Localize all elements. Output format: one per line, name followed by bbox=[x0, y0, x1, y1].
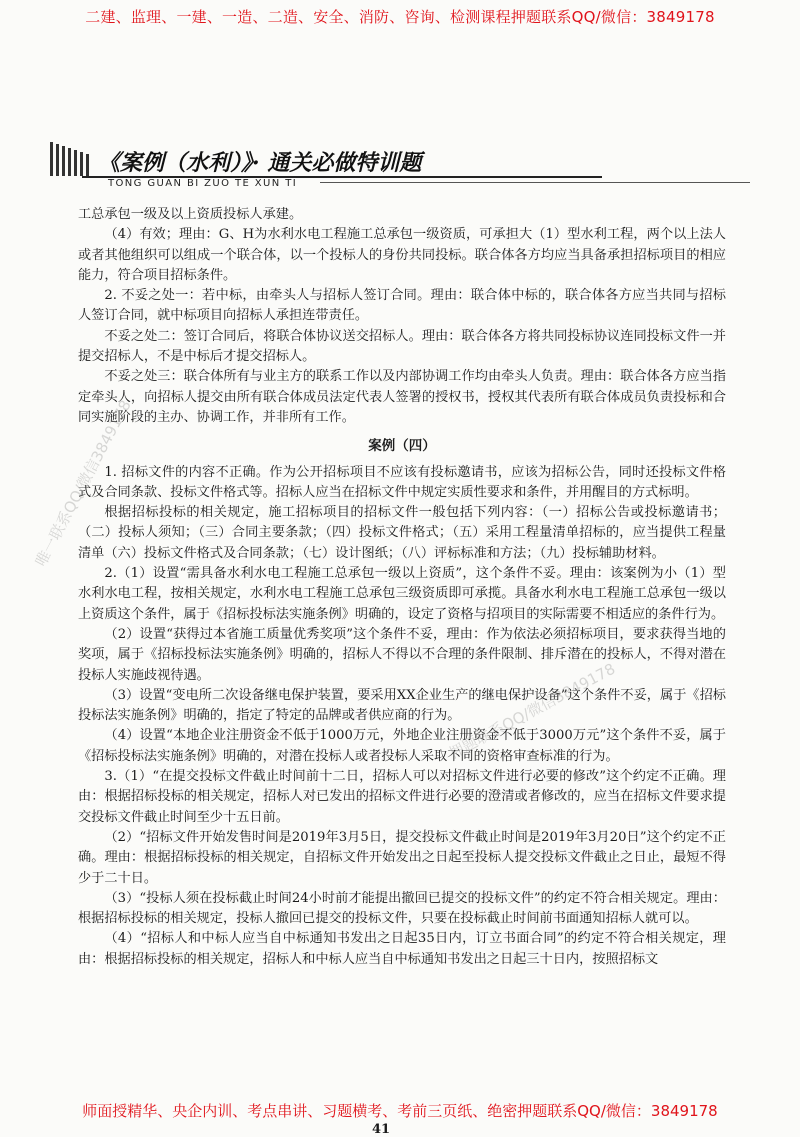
page-number: 41 bbox=[372, 1122, 391, 1137]
header-pinyin: TONG GUAN BI ZUO TE XUN TI bbox=[108, 178, 298, 189]
paragraph: 2. 不妥之处一：若中标，由牵头人与招标人签订合同。理由：联合体中标的，联合体各方应当共同与招标人签订合同，就中标项目向招标人承担连带责任。 bbox=[78, 288, 726, 324]
watermark-left: 唯一联系QQ/微信3849178 bbox=[31, 397, 135, 570]
paragraph: （3）“投标人须在投标截止时间24小时前才能提出撤回已提交的投标文件”的约定不符合相关规定。理由：根据招标投标的相关规定，投标人撤回已提交的投标文件，只要在投标截止时间前书面通知招标人就可以。 bbox=[78, 890, 726, 927]
watermark-middle: 押题联系QQ/微信3849178 bbox=[445, 659, 619, 763]
answer-block-before bbox=[78, 205, 726, 428]
paragraph: （4）有效；理由：G、H为水利水电工程施工总承包一级资质，可承担大（1）型水利工程，两个以上法人或者其他组织可以组成一个联合体，以一个投标人的身份共同投标。联合体各方均应当具备承担招标项目的相应能力，符合项目招标条件。 bbox=[78, 227, 726, 283]
page-content bbox=[78, 205, 726, 970]
paragraph: （2）“招标文件开始发售时间是2019年3月5日，提交投标文件截止时间是2019年3月20日”这个约定不正确。理由：根据招标投标的相关规定，自招标文件开始发出之日起至投标人提交投标文件截止之日止，最短不得少于二十日。 bbox=[78, 829, 726, 886]
paragraph: 1. 招标文件的内容不正确。作为公开招标项目不应该有投标邀请书，应该为招标公告，同时还投标文件格式及合同条款、投标文件格式等。招标人应当在招标文件中规定实质性要求和条件，并用醒目的方式标明。 bbox=[78, 464, 726, 500]
paragraph: （3）设置“变电所二次设备继电保护装置，要采用XX企业生产的继电保护设备”这个条件不妥，属于《招标投标法实施条例》明确的，指定了特定的品牌或者供应商的行为。 bbox=[78, 687, 726, 724]
paragraph: 不妥之处二：签订合同后，将联合体协议送交招标人。理由：联合体各方将共同投标协议连同投标文件一并提交招标人，不是中标后才提交招标人。 bbox=[78, 328, 726, 365]
top-banner: 二建、监理、一建、一造、二造、安全、消防、咨询、检测课程押题联系QQ/微信：3849178 bbox=[85, 8, 715, 26]
paragraph: 根据招标投标的相关规定，施工招标项目的招标文件一般包括下列内容：（一）招标公告或投标邀请书；（二）投标人须知；（三）合同主要条款；（四）投标文件格式；（五）采用工程量清单招标的，应当提供工程量清单（六）投标文件格式及合同条款；（七）设计图纸；（八）评标标准和方法；（九）投标辅助材料。 bbox=[78, 505, 726, 561]
page-header bbox=[50, 140, 750, 196]
paragraph: 不妥之处三：联合体所有与业主方的联系工作以及内部协调工作均由牵头人负责。理由：联合体各方应当指定牵头人，向招标人提交由所有联合体成员法定代表人签署的授权书，授权其代表所有联合体成员负责投标和合同实施阶段的主办、协调工作，并非所有工作。 bbox=[78, 369, 726, 425]
paragraph: （2）设置“获得过本省施工质量优秀奖项”这个条件不妥，理由：作为依法必须招标项目，要求获得当地的奖项，属于《招标投标法实施条例》明确的，招标人不得以不合理的条件限制、排斥潜在的投标人，不得对潜在投标人实施歧视待遇。 bbox=[78, 626, 726, 683]
header-stripes-decoration bbox=[50, 142, 96, 190]
header-rule-thin bbox=[320, 182, 750, 183]
paragraph: （4）“招标人和中标人应当自中标通知书发出之日起35日内，订立书面合同”的约定不符合相关规定，理由：根据招标投标的相关规定，招标人和中标人应当自中标通知书发出之日起三十日内，按照招标文 bbox=[78, 931, 726, 967]
section-title: 案例（四） bbox=[368, 438, 436, 455]
answer-block-after bbox=[78, 463, 726, 970]
paragraph: 2.（1）设置“需具备水利水电工程施工总承包一级以上资质”，这个条件不妥。理由：该案例为小（1）型水利水电工程，按相关规定，水利水电工程施工总承包三级资质即可承揽。具备水利水电工程施工总承包一级以上资质这个条件，属于《招标投标法实施条例》明确的，设定了资格与招项目的实际需要不相适应的条件行为。 bbox=[78, 566, 726, 622]
header-title: 《案例（水利）》· 通关必做特训题 bbox=[98, 150, 422, 176]
paragraph: 3.（1）“在提交投标文件截止时间前十二日，招标人可以对招标文件进行必要的修改”这个约定不正确。理由：根据招标投标的相关规定，招标人对已发出的招标文件进行必要的澄清或者修改的，应当在招标文件要求提交投标文件截止时间至少十五日前。 bbox=[78, 769, 726, 825]
paragraph: （4）设置“本地企业注册资金不低于1000万元，外地企业注册资金不低于3000万元”这个条件不妥，属于《招标投标法实施条例》明确的，对潜在投标人或者投标人采取不同的资格审查标准的行为。 bbox=[78, 728, 726, 764]
bottom-banner: 师面授精华、央企内训、考点串讲、习题横考、考前三页纸、绝密押题联系QQ/微信：3849178 bbox=[82, 1102, 718, 1120]
paragraph: 工总承包一级及以上资质投标人承建。 bbox=[78, 207, 303, 222]
